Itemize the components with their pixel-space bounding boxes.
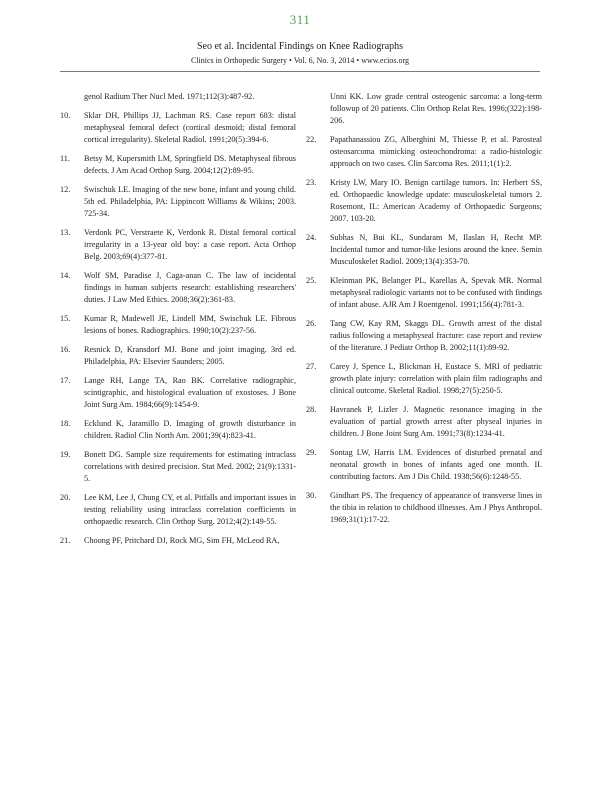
reference-text: Swischuk LE. Imaging of the new bone, infant and young child. 5th ed. Philadelphia, PA: Lippincott Williams & Wikins; 2003. 725-34. [84,185,296,218]
reference-number: 25. [306,276,317,285]
reference-text: Carey J, Spence L, Blickman H, Eustace S. MRI of pediatric growth plate injury: correlation with plain film radiographs and clinical outcome. Skeletal Radiol. 1998;27(5):250-5. [330,362,542,395]
reference-text: Lee KM, Lee J, Chung CY, et al. Pitfalls and important issues in testing reliability using intraclass correlation coefficients in orthopaedic research. Clin Orthop Surg. 2012;4(2):149-55. [84,493,296,526]
reference-item [60,270,296,306]
reference-text: Betsy M, Kupersmith LM, Springfield DS. Metaphyseal fibrous defects. J Am Acad Orthop Surg. 2004;12(2):89-95. [84,154,296,175]
reference-item [60,153,296,177]
reference-continued: Unni KK. Low grade central osteogenic sarcoma: a long-term followup of 20 patients. Clin Orthop Relat Res. 1996;(322):198-206. [330,92,542,125]
reference-text: Kleinman PK, Belanger PL, Karellas A, Spevak MR. Normal metaphyseal radiologic variants not to be confused with findings of infant abuse. AJR Am J Roentgenol. 1991;156(4):781-3. [330,276,542,309]
reference-number: 11. [60,154,70,163]
reference-number: 22. [306,135,317,144]
reference-item [306,177,542,225]
references-left-column [60,91,296,554]
reference-number: 18. [60,419,71,428]
reference-item [306,134,542,170]
reference-text: Tang CW, Kay RM, Skaggs DL. Growth arrest of the distal radius following a metaphyseal fracture: case report and review of the literature. J Pediatr Orthop B. 2002;11(1):89-92. [330,319,542,352]
reference-number: 20. [60,493,71,502]
reference-text: Bonett DG. Sample size requirements for estimating intraclass correlations with desired precision. Stat Med. 2002; 21(9):1331-5. [84,450,296,483]
reference-item [60,110,296,146]
reference-number: 26. [306,319,317,328]
reference-list [306,134,542,526]
reference-number: 21. [60,536,71,545]
reference-item [60,184,296,220]
reference-number: 15. [60,314,71,323]
reference-item [306,361,542,397]
reference-number: 13. [60,228,71,237]
reference-item [306,232,542,268]
reference-number: 17. [60,376,71,385]
reference-item [306,490,542,526]
reference-text: Lange RH, Lange TA, Rao BK. Correlative radiographic, scintigraphic, and histological evaluation of exostoses. J Bone Joint Surg Am. 1984;66(9):1454-9. [84,376,296,409]
reference-text: Kristy LW, Mary IO. Benign cartilage tumors. In: Herbert SS, ed. Orthopaedic knowledge update: musculoskeletal tumors 2. Rosemont, IL: American Academy of Orthopaedic Surgeons; 2007. 103-20. [330,178,542,223]
reference-number: 28. [306,405,317,414]
reference-number: 24. [306,233,317,242]
reference-item [60,449,296,485]
reference-item [306,404,542,440]
reference-text: Havranek P, Lizler J. Magnetic resonance imaging in the evaluation of partial growth arrest after physeal injuries in children. J Bone Joint Surg Am. 1991;73(8):1234-41. [330,405,542,438]
reference-number: 19. [60,450,71,459]
reference-number: 14. [60,271,71,280]
references-right-column [306,91,542,533]
reference-text: Gindhart PS. The frequency of appearance of transverse lines in the tibia in relation to childhood illnesses. Am J Phys Anthropol. 1969;31(1):17-22. [330,491,542,524]
reference-list [60,110,296,547]
reference-text: Choong PF, Pritchard DJ, Rock MG, Sim FH, McLeod RA, [84,536,280,545]
reference-item [60,535,296,547]
header-divider [60,71,540,72]
reference-number: 27. [306,362,317,371]
reference-item [60,492,296,528]
reference-text: Subhas N, Bui KL, Sundaram M, Ilaslan H, Recht MP. Incidental tumor and tumor-like lesions around the knee. Semin Musculoskelet Radiol. 2009;13(4):353-70. [330,233,542,266]
reference-number: 30. [306,491,317,500]
journal-line: Clinics in Orthopedic Surgery • Vol. 6, No. 3, 2014 • www.ecios.org [190,56,410,65]
reference-item [60,227,296,263]
reference-number: 10. [60,111,71,120]
reference-text: Ecklund K, Jaramillo D. Imaging of growth disturbance in children. Radiol Clin North Am. 2001;39(4):823-41. [84,419,296,440]
reference-number: 16. [60,345,71,354]
page-number: 311 [289,12,311,27]
reference-number: 23. [306,178,317,187]
reference-item [60,313,296,337]
running-title: Seo et al. Incidental Findings on Knee Radiographs [196,41,404,52]
reference-item [60,375,296,411]
reference-number: 12. [60,185,71,194]
reference-text: Resnick D, Kransdorf MJ. Bone and joint imaging. 3rd ed. Philadelphia, PA: Elsevier Saunders; 2005. [84,345,296,366]
reference-text: Papathanassiou ZG, Alberghini M, Thiesse P, et al. Parosteal osteosarcoma mimicking osteochondroma: a radio-histologic approach on two cases. Clin Sarcoma Res. 2011;1(1):2. [330,135,542,168]
reference-text: Sontag LW, Harris LM. Evidences of disturbed prenatal and neonatal growth in bones of infants aged one month. II. contributing factors. Am J Dis Child. 1938;56(6):1248-55. [330,448,542,481]
reference-item [306,447,542,483]
reference-item [60,418,296,442]
reference-item [306,318,542,354]
reference-text: Sklar DH, Phillips JJ, Lachman RS. Case report 683: distal metaphyseal femoral defect (cortical desmoid; distal femoral cortical irregularity). Skeletal Radiol. 1991;20(5):394-6. [84,111,296,144]
reference-item [60,344,296,368]
reference-item [306,275,542,311]
reference-text: Verdonk PC, Verstraete K, Verdonk R. Distal femoral cortical irregularity in a 13-year old boy: a case report. Acta Orthop Belg. 2003;69(4):377-81. [84,228,296,261]
reference-number: 29. [306,448,317,457]
reference-text: Wolf SM, Paradise J, Caga-anan C. The law of incidental findings in human subjects research: establishing researchers' duties. J Law Med Ethics. 2008;36(2):361-83. [84,271,296,304]
reference-text: Kumar R, Madewell JE, Lindell MM, Swischuk LE. Fibrous lesions of bones. Radiographics. 1990;10(2):237-56. [84,314,296,335]
reference-continued: genol Radium Ther Nucl Med. 1971;112(3):487-92. [84,92,255,101]
